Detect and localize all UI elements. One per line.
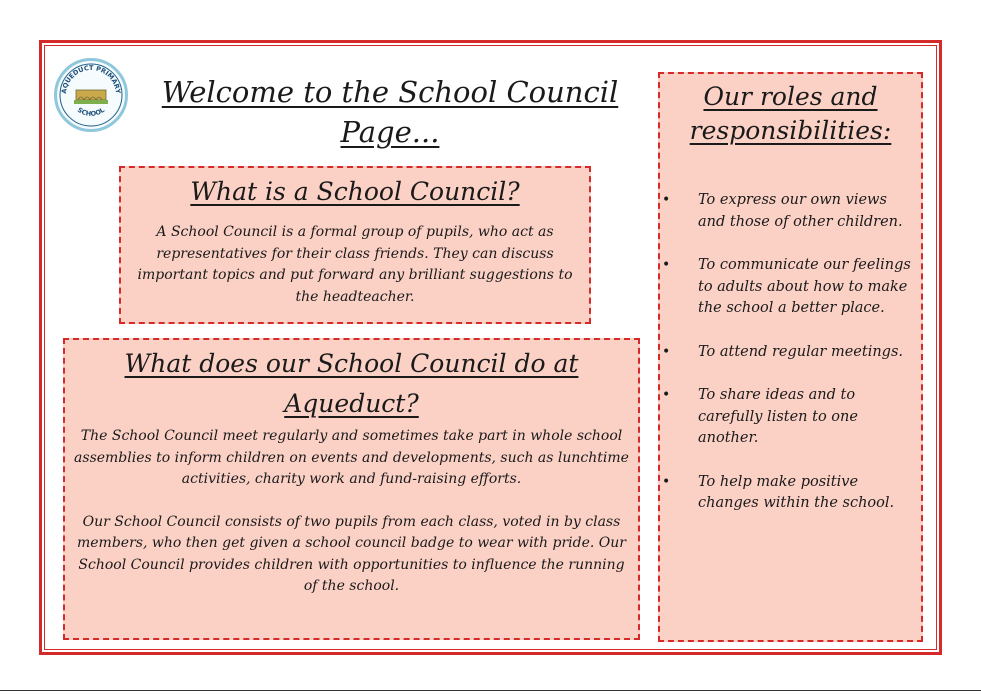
list-item: [660, 255, 921, 320]
what-is-heading: What is a School Council?: [190, 177, 520, 206]
role-text: To share ideas and to carefully listen to one another.: [698, 387, 858, 446]
page-title: Welcome to the School Council Page...: [161, 75, 619, 149]
bullet-icon: •: [662, 343, 671, 360]
role-text: To express our own views and those of other children.: [698, 192, 903, 230]
role-text: To help make positive changes within the school.: [698, 473, 895, 511]
roles-list: [660, 190, 921, 537]
what-is-panel: [119, 166, 591, 324]
what-does-panel: [63, 338, 640, 640]
what-does-paragraph-2: Our School Council consists of two pupils from each class, voted in by class members, who then get given a school council badge to wear with pride. Our School Council provides children with opportunities to influence the running of the school.: [77, 513, 626, 594]
list-item: [660, 385, 921, 450]
bullet-icon: •: [662, 387, 671, 403]
list-item: [660, 342, 921, 364]
school-logo: [54, 58, 128, 132]
bullet-icon: •: [662, 473, 671, 490]
what-does-heading: What does our School Council do at Aqueduct?: [124, 349, 579, 418]
roles-panel: [658, 72, 923, 642]
list-item: [660, 190, 921, 233]
bullet-icon: •: [662, 257, 671, 273]
roles-heading: Our roles and responsibilities:: [689, 82, 892, 145]
role-text: To attend regular meetings.: [698, 343, 903, 360]
logo-bottom-text: SCHOOL: [75, 105, 107, 118]
svg-text:SCHOOL: [76, 106, 106, 118]
role-text: To communicate our feelings to adults about how to make the school a better place.: [698, 257, 911, 316]
bullet-icon: •: [662, 192, 671, 208]
what-does-paragraph-1: The School Council meet regularly and sometimes take part in whole school assemblies to inform children on events and developments, such as lunchtime activities, charity work and fund-raising efforts.: [74, 428, 629, 487]
what-is-body: A School Council is a formal group of pupils, who act as representatives for their class friends. They can discuss important topics and put forward any brilliant suggestions to the headteacher.: [137, 224, 573, 305]
list-item: [660, 472, 921, 515]
logo-top-text: AQUEDUCT PRIMARY: [59, 63, 123, 95]
bottom-divider: [0, 690, 981, 691]
